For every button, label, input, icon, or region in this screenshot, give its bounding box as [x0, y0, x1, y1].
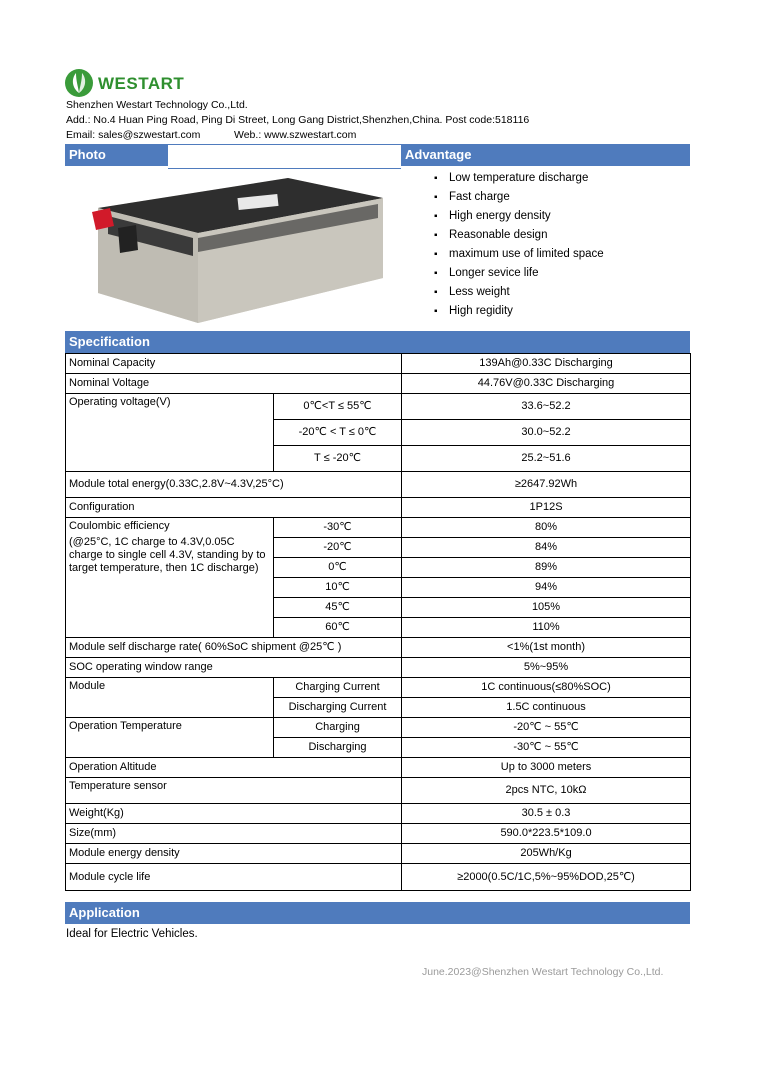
spec-value: 110% [402, 618, 691, 638]
spec-value: -30℃ ~ 55℃ [402, 738, 691, 758]
specification-table [65, 353, 691, 891]
spec-condition: 10℃ [274, 578, 402, 598]
advantage-item: ▪ maximum use of limited space [434, 246, 604, 265]
westart-logo-icon [64, 68, 94, 98]
spec-value: 139Ah@0.33C Discharging [402, 354, 691, 374]
spec-value: 1P12S [402, 498, 691, 518]
spec-value: 590.0*223.5*109.0 [402, 824, 691, 844]
spec-value: 44.76V@0.33C Discharging [402, 374, 691, 394]
advantage-item: ▪ Less weight [434, 284, 604, 303]
company-address: Add.: No.4 Huan Ping Road, Ping Di Street, Long Gang District,Shenzhen,China. Post code:518116 [66, 114, 530, 126]
footer-copyright: June.2023@Shenzhen Westart Technology Co.,Ltd. [422, 966, 664, 978]
table-row [66, 844, 691, 864]
table-row [66, 718, 691, 738]
bullet-icon: ▪ [434, 306, 438, 317]
table-row [66, 374, 691, 394]
spec-label: Module self discharge rate( 60%SoC shipment @25℃ ) [66, 638, 402, 658]
spec-label: Temperature sensor [66, 778, 402, 804]
spec-label: Nominal Capacity [66, 354, 402, 374]
bullet-icon: ▪ [434, 230, 438, 241]
spec-label: Module cycle life [66, 864, 402, 891]
spec-condition: Charging [274, 718, 402, 738]
spec-value: 25.2~51.6 [402, 446, 691, 472]
advantage-item: ▪ Reasonable design [434, 227, 604, 246]
advantage-section-header: Advantage [401, 144, 690, 166]
spec-value: 89% [402, 558, 691, 578]
table-row [66, 498, 691, 518]
spec-label: Size(mm) [66, 824, 402, 844]
company-web: Web.: www.szwestart.com [234, 129, 357, 141]
spec-condition: -20℃ < T ≤ 0℃ [274, 420, 402, 446]
spec-value: 1C continuous(≤80%SOC) [402, 678, 691, 698]
table-row [66, 804, 691, 824]
advantage-item: ▪ High energy density [434, 208, 604, 227]
spec-condition: -30℃ [274, 518, 402, 538]
spec-value: 80% [402, 518, 691, 538]
spec-value: 1.5C continuous [402, 698, 691, 718]
table-row [66, 394, 691, 420]
photo-header-gap [168, 144, 401, 169]
company-name: Shenzhen Westart Technology Co.,Ltd. [66, 99, 248, 111]
spec-condition: 45℃ [274, 598, 402, 618]
spec-value: 5%~95% [402, 658, 691, 678]
photo-section-header: Photo [65, 144, 169, 166]
spec-label: Nominal Voltage [66, 374, 402, 394]
table-row [66, 638, 691, 658]
spec-label: Operation Temperature [66, 718, 274, 758]
spec-value: ≥2647.92Wh [402, 472, 691, 498]
table-row [66, 658, 691, 678]
bullet-icon: ▪ [434, 211, 438, 222]
bullet-icon: ▪ [434, 268, 438, 279]
table-row [66, 864, 691, 891]
advantage-item: ▪ High regidity [434, 303, 604, 322]
table-row [66, 518, 691, 538]
spec-label: Weight(Kg) [66, 804, 402, 824]
spec-label: Operation Altitude [66, 758, 402, 778]
table-row [66, 824, 691, 844]
spec-label: Module energy density [66, 844, 402, 864]
table-row [66, 678, 691, 698]
coulombic-label-cell [66, 518, 274, 638]
spec-label: SOC operating window range [66, 658, 402, 678]
spec-condition: -20℃ [274, 538, 402, 558]
table-row [66, 758, 691, 778]
application-text: Ideal for Electric Vehicles. [66, 928, 198, 940]
bullet-icon: ▪ [434, 249, 438, 260]
spec-condition: 0℃<T ≤ 55℃ [274, 394, 402, 420]
battery-module-photo [88, 168, 388, 328]
bullet-icon: ▪ [434, 192, 438, 203]
bullet-icon: ▪ [434, 173, 438, 184]
spec-condition: Discharging [274, 738, 402, 758]
spec-value: ≥2000(0.5C/1C,5%~95%DOD,25℃) [402, 864, 691, 891]
spec-condition: Charging Current [274, 678, 402, 698]
spec-condition: T ≤ -20℃ [274, 446, 402, 472]
advantage-item: ▪ Low temperature discharge [434, 170, 604, 189]
spec-value: -20℃ ~ 55℃ [402, 718, 691, 738]
spec-label: Configuration [66, 498, 402, 518]
spec-value: 30.0~52.2 [402, 420, 691, 446]
spec-condition: 60℃ [274, 618, 402, 638]
spec-label: Operating voltage(V) [66, 394, 274, 472]
company-email: Email: sales@szwestart.com [66, 129, 201, 141]
advantage-item: ▪ Fast charge [434, 189, 604, 208]
spec-value: Up to 3000 meters [402, 758, 691, 778]
spec-value: 205Wh/Kg [402, 844, 691, 864]
spec-condition: 0℃ [274, 558, 402, 578]
spec-value: 30.5 ± 0.3 [402, 804, 691, 824]
table-row [66, 354, 691, 374]
spec-value: 2pcs NTC, 10kΩ [402, 778, 691, 804]
advantage-item: ▪ Longer sevice life [434, 265, 604, 284]
spec-value: 105% [402, 598, 691, 618]
spec-value: 33.6~52.2 [402, 394, 691, 420]
brand-name: WESTART [98, 74, 185, 93]
spec-label: Module total energy(0.33C,2.8V~4.3V,25°C) [66, 472, 402, 498]
spec-value: 94% [402, 578, 691, 598]
spec-label: Module [66, 678, 274, 718]
spec-value: <1%(1st month) [402, 638, 691, 658]
specification-section-header: Specification [65, 331, 690, 353]
application-section-header: Application [65, 902, 690, 924]
spec-label: Coulombic efficiency [69, 520, 170, 532]
advantage-list [434, 170, 604, 322]
table-row [66, 778, 691, 804]
bullet-icon: ▪ [434, 287, 438, 298]
spec-note: (@25°C, 1C charge to 4.3V,0.05C charge to single cell 4.3V, standing by to target temperature, then 1C discharge) [69, 536, 266, 574]
table-row [66, 472, 691, 498]
spec-value: 84% [402, 538, 691, 558]
spec-condition: Discharging Current [274, 698, 402, 718]
